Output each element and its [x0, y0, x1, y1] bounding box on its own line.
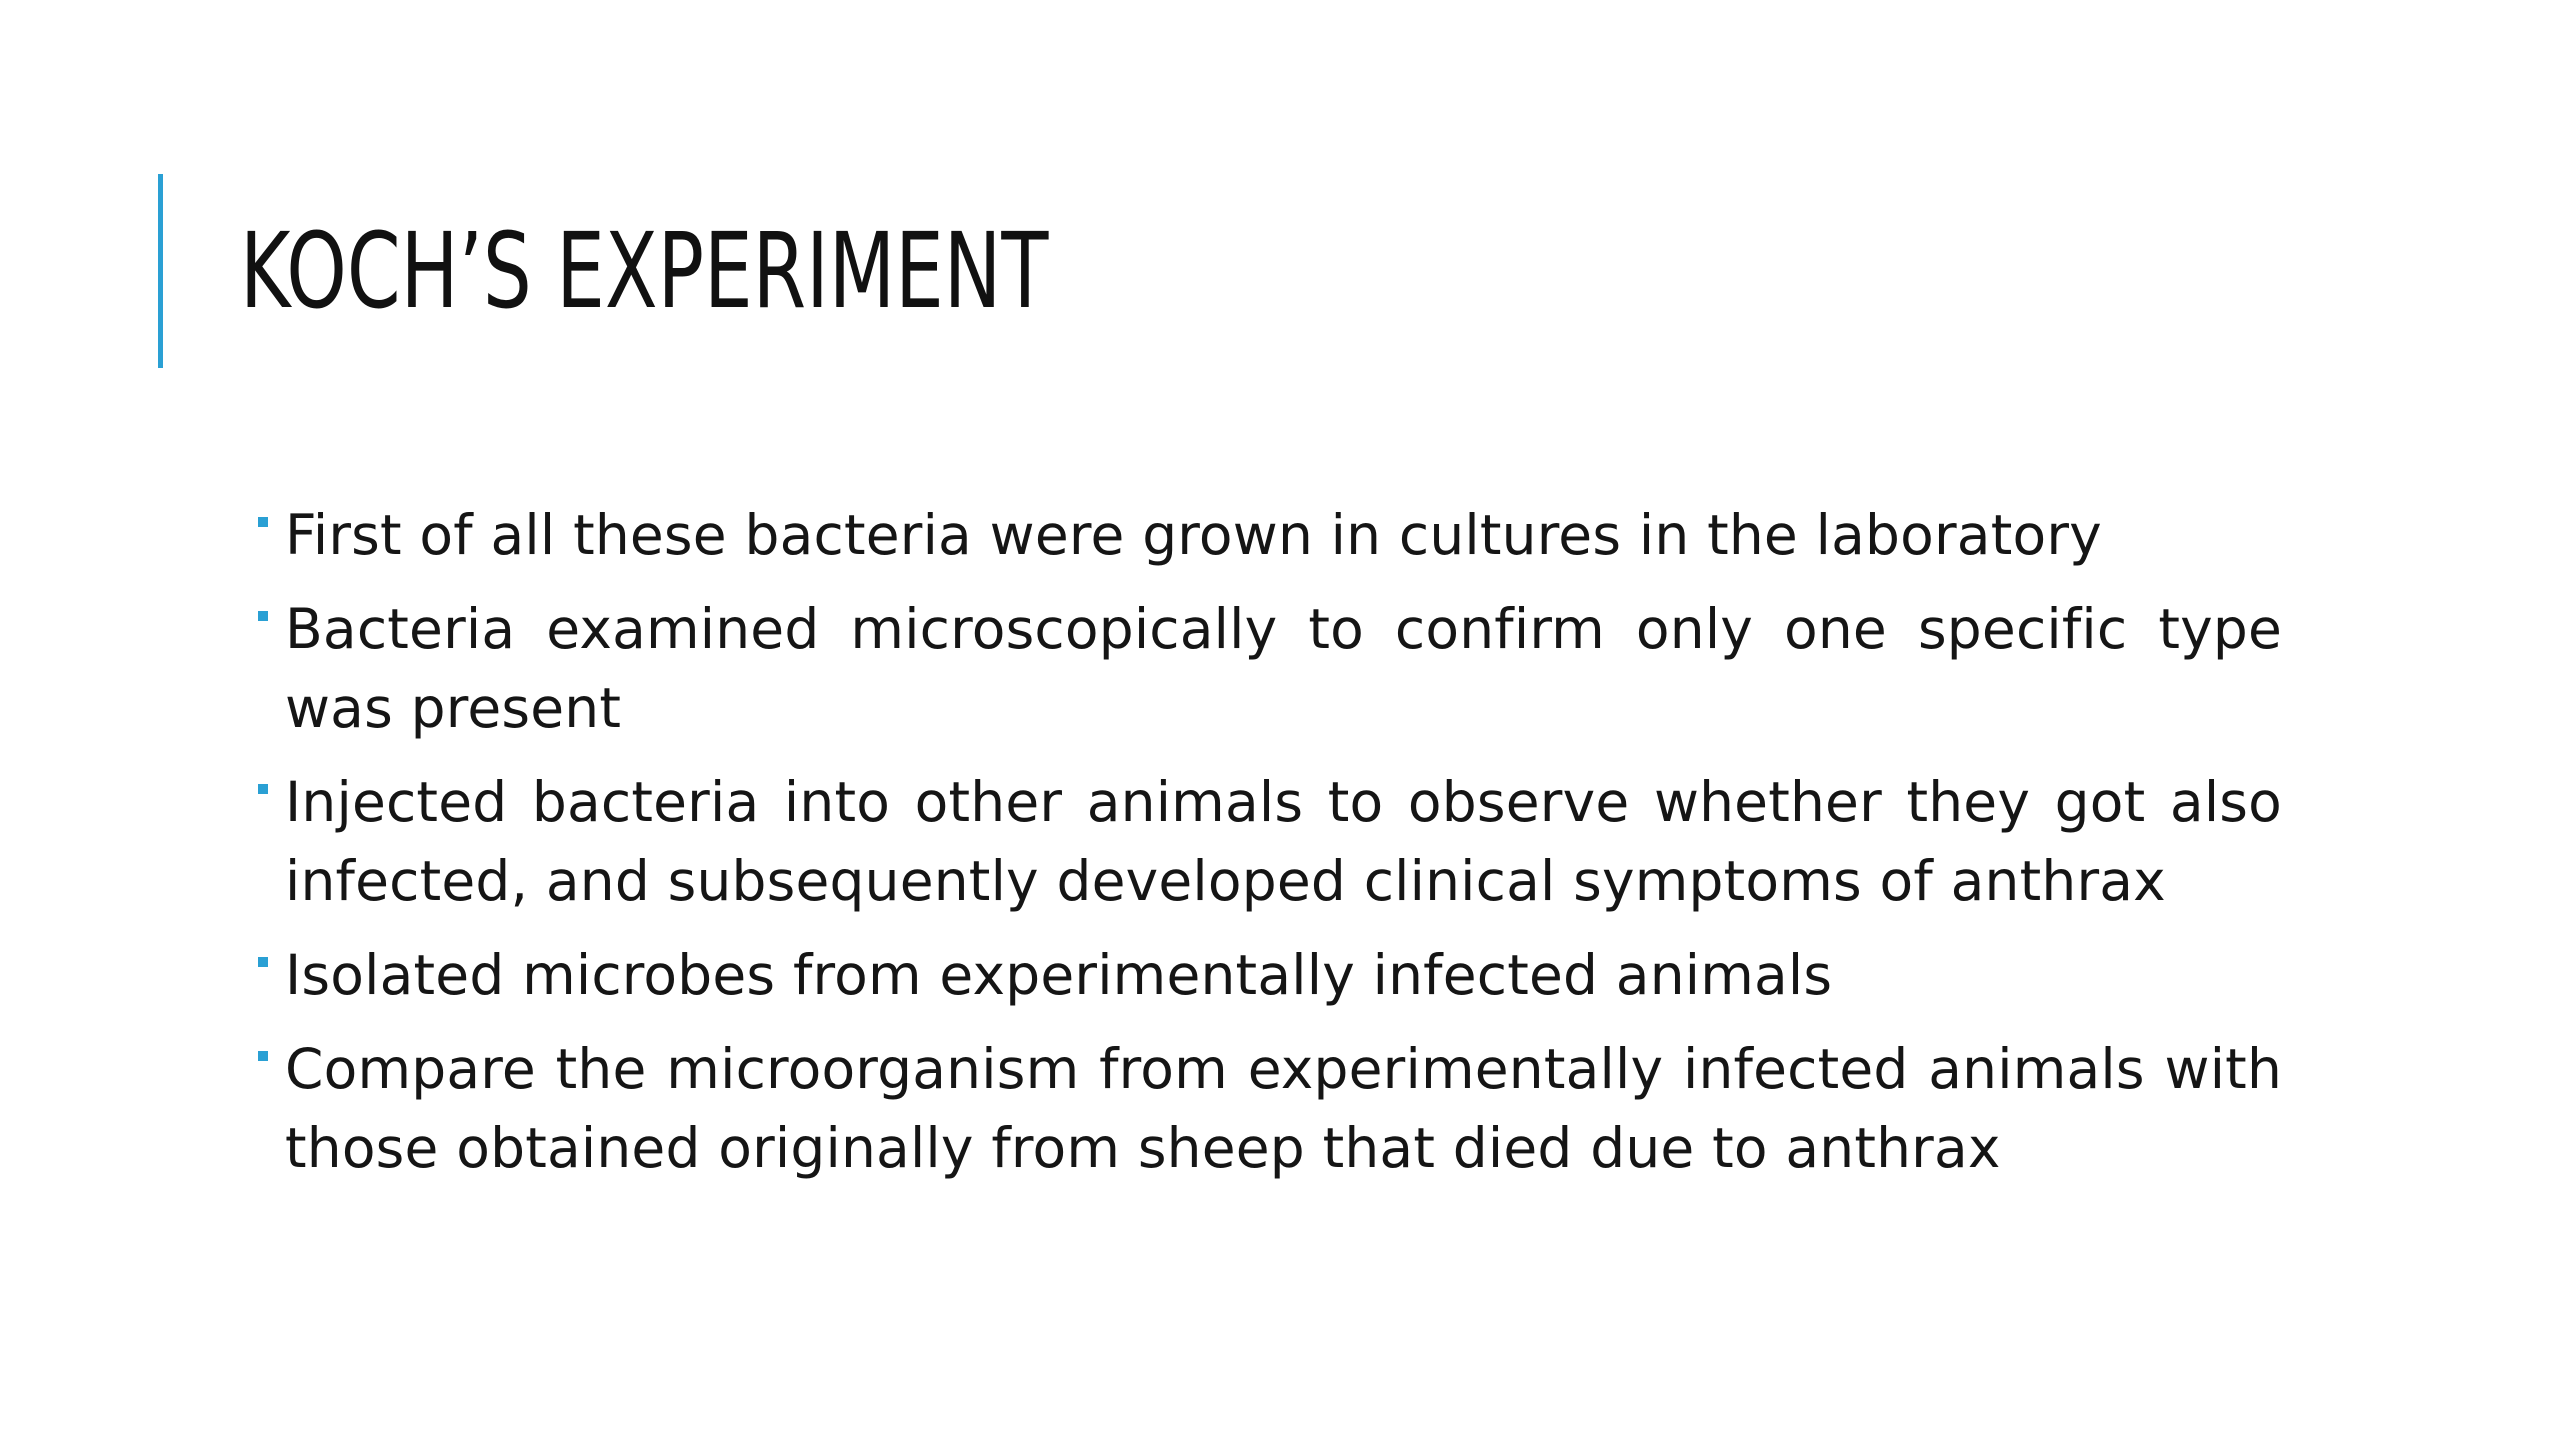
bullet-text: Compare the microorganism from experimentally infected animals with those obtained originally from sheep that died due to anthrax	[285, 1037, 2282, 1180]
bullet-text: Injected bacteria into other animals to observe whether they got also infected, and subsequently developed clinical symptoms of anthrax	[285, 770, 2282, 913]
square-bullet-icon	[258, 611, 268, 621]
bullet-item	[258, 1030, 2282, 1188]
bullet-list	[258, 496, 2282, 1203]
square-bullet-icon	[258, 957, 268, 967]
square-bullet-icon	[258, 517, 268, 527]
bullet-item	[258, 936, 2282, 1015]
bullet-text: First of all these bacteria were grown in cultures in the laboratory	[285, 503, 2102, 567]
bullet-item	[258, 496, 2282, 575]
bullet-item	[258, 590, 2282, 748]
square-bullet-icon	[258, 784, 268, 794]
bullet-text: Isolated microbes from experimentally infected animals	[285, 943, 1833, 1007]
slide-title: KOCH’S EXPERIMENT	[240, 210, 1049, 332]
title-accent-bar	[158, 174, 163, 368]
bullet-text: Bacteria examined microscopically to confirm only one specific type was present	[285, 597, 2282, 740]
bullet-item	[258, 763, 2282, 921]
square-bullet-icon	[258, 1051, 268, 1061]
